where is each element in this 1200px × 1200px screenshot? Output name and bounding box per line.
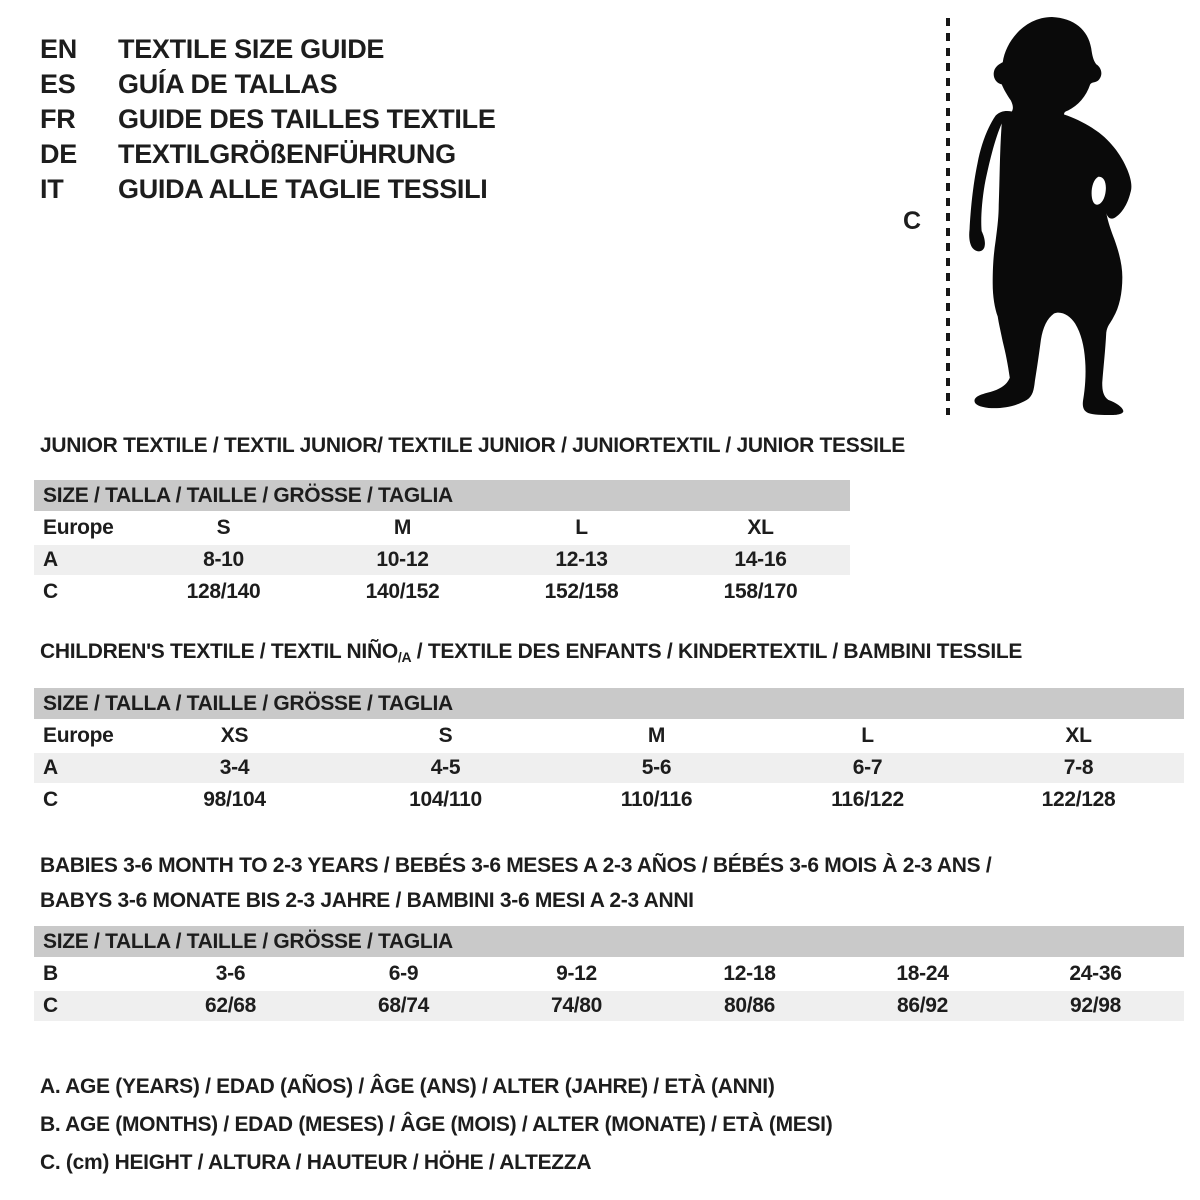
value-cell: 116/122 [831,788,904,811]
value-cell: 74/80 [550,994,603,1017]
language-title: TEXTILGRÖßENFÜHRUNG [118,139,456,169]
value-cell: 158/170 [723,580,798,603]
row-key-cell: C [43,994,58,1017]
value-cell: 3-4 [219,756,250,779]
table-row [34,959,1184,989]
value-cell: 140/152 [365,580,440,603]
babies-title-line1: BABIES 3-6 MONTH TO 2-3 YEARS / BEBÉS 3-6 MESES A 2-3 AÑOS / BÉBÉS 3-6 MOIS À 2-3 ANS / [40,854,992,877]
value-cell: 10-12 [376,548,429,571]
table-row [34,577,850,607]
row-key-cell: C [43,788,58,811]
babies-title-line2: BABYS 3-6 MONATE BIS 2-3 JAHRE / BAMBINI 3-6 MESI A 2-3 ANNI [40,889,694,912]
size-cell: L [575,516,588,539]
language-title: GUÍA DE TALLAS [118,69,338,99]
size-cell: XL [1065,724,1092,747]
children-title-sub: /A [397,649,412,665]
size-header-bar: SIZE / TALLA / TAILLE / GRÖSSE / TAGLIA [34,688,1184,719]
toddler-silhouette-image [968,14,1140,416]
value-cell: 12-13 [555,548,608,571]
value-cell: 110/116 [620,788,693,811]
children-title-part: CHILDREN'S TEXTILE / TEXTIL NIÑO [40,640,398,663]
value-cell: 80/86 [723,994,776,1017]
legend-line-a: A. AGE (YEARS) / EDAD (AÑOS) / ÂGE (ANS) / ALTER (JAHRE) / ETÀ (ANNI) [40,1075,775,1098]
table-header-row [34,513,850,543]
table-row [34,991,1184,1021]
children-title-part: / TEXTILE DES ENFANTS / KINDERTEXTIL / BAMBINI TESSILE [411,640,1023,663]
language-row [40,67,496,102]
junior-size-table [34,480,850,607]
babies-section-title [40,848,991,918]
value-cell: 6-9 [388,962,419,985]
language-code: FR [40,104,76,134]
language-code: ES [40,69,76,99]
size-header-bar: SIZE / TALLA / TAILLE / GRÖSSE / TAGLIA [34,480,850,511]
legend-line-b: B. AGE (MONTHS) / EDAD (MESES) / ÂGE (MOIS) / ALTER (MONATE) / ETÀ (MESI) [40,1113,833,1136]
table-row [34,785,1184,815]
value-cell: 152/158 [544,580,619,603]
language-row [40,102,496,137]
row-key-cell: A [43,548,58,571]
value-cell: 7-8 [1063,756,1094,779]
language-row [40,32,496,67]
height-label-c: C [903,207,921,235]
size-cell: XS [220,724,249,747]
size-cell: XL [747,516,774,539]
junior-section-title: JUNIOR TEXTILE / TEXTIL JUNIOR/ TEXTILE JUNIOR / JUNIORTEXTIL / JUNIOR TESSILE [40,434,905,457]
size-header-bar: SIZE / TALLA / TAILLE / GRÖSSE / TAGLIA [34,926,1184,957]
legend-line-c: C. (cm) HEIGHT / ALTURA / HAUTEUR / HÖHE / ALTEZZA [40,1151,592,1174]
language-title: TEXTILE SIZE GUIDE [118,34,385,64]
children-section-title [40,640,1022,665]
size-cell: S [216,516,231,539]
table-row [34,545,850,575]
value-cell: 5-6 [641,756,672,779]
table-row [34,753,1184,783]
region-label-cell: Europe [43,724,114,747]
region-label-cell: Europe [43,516,114,539]
size-cell: S [438,724,453,747]
value-cell: 62/68 [204,994,257,1017]
row-key-cell: A [43,756,58,779]
value-cell: 14-16 [734,548,787,571]
value-cell: 98/104 [203,788,266,811]
value-cell: 6-7 [852,756,883,779]
value-cell: 3-6 [215,962,246,985]
value-cell: 4-5 [430,756,461,779]
language-code: DE [40,139,77,169]
legend [40,1068,832,1182]
value-cell: 128/140 [186,580,261,603]
size-cell: L [861,724,874,747]
language-row [40,172,496,207]
children-size-table [34,688,1184,815]
row-key-cell: B [43,962,58,985]
language-title: GUIDA ALLE TAGLIE TESSILI [118,174,488,204]
language-title: GUIDE DES TAILLES TEXTILE [118,104,496,134]
value-cell: 9-12 [556,962,597,985]
language-row [40,137,496,172]
value-cell: 12-18 [723,962,776,985]
value-cell: 86/92 [896,994,949,1017]
size-cell: M [393,516,412,539]
language-code: EN [40,34,77,64]
row-key-cell: C [43,580,58,603]
value-cell: 8-10 [203,548,244,571]
language-header [40,32,496,207]
table-header-row [34,721,1184,751]
value-cell: 68/74 [377,994,430,1017]
height-measure-dotted-line [946,18,950,415]
language-code: IT [40,174,64,204]
size-cell: M [647,724,666,747]
value-cell: 92/98 [1069,994,1122,1017]
value-cell: 18-24 [896,962,949,985]
value-cell: 122/128 [1041,788,1116,811]
value-cell: 24-36 [1069,962,1122,985]
babies-size-table [34,926,1184,1021]
value-cell: 104/110 [409,788,482,811]
